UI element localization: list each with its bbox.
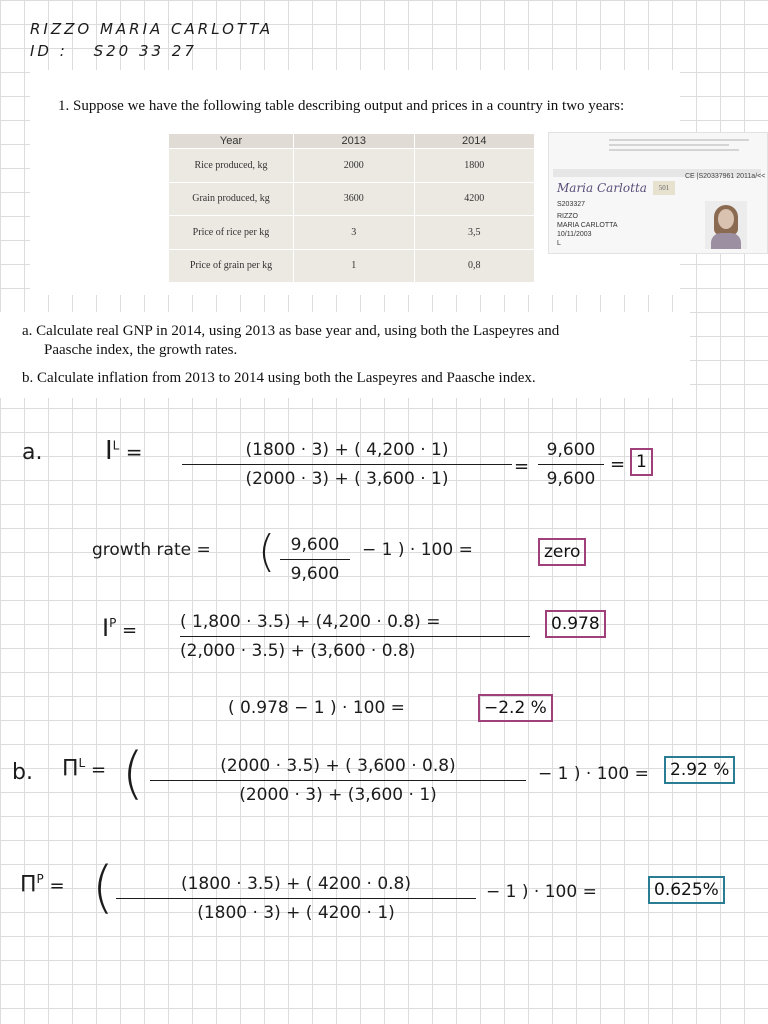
id-value: S20 33 27 bbox=[93, 42, 197, 60]
paasche-fraction bbox=[180, 612, 546, 661]
student-name: RIZZO MARIA CARLOTTA bbox=[30, 20, 274, 38]
table-header: Year bbox=[169, 134, 294, 149]
paasche-result-box: 0.978 bbox=[545, 610, 606, 638]
card-date: 10/11/2003 bbox=[557, 231, 592, 238]
inflation-paasche-box: 0.625% bbox=[648, 876, 725, 904]
table-header: 2013 bbox=[294, 134, 415, 149]
part-b-text: b. Calculate inflation from 2013 to 2014 using both the Laspeyres and Paasche index. bbox=[22, 370, 536, 386]
inflation-paasche-label: $\Pi^P$ = bbox=[20, 872, 65, 898]
laspeyres-sup: L bbox=[112, 438, 120, 453]
laspeyres-result-box: 1 bbox=[630, 448, 653, 476]
open-paren: ( bbox=[258, 526, 276, 577]
marker-a: a. bbox=[22, 440, 43, 465]
paasche-label: $I^P$ = bbox=[102, 614, 138, 642]
data-table bbox=[168, 133, 535, 283]
inflation-laspeyres-box: 2.92 % bbox=[664, 756, 735, 784]
growth-numerator: 9,600 bbox=[290, 535, 340, 555]
card-surname: RIZZO bbox=[557, 213, 578, 220]
table-row bbox=[169, 182, 535, 216]
table-cell: 3 bbox=[294, 216, 415, 250]
table-cell: Rice produced, kg bbox=[169, 149, 294, 183]
table-row bbox=[169, 216, 535, 250]
growth-rate-label: growth rate = bbox=[92, 540, 211, 560]
inflation-laspeyres-fraction bbox=[150, 756, 526, 805]
card-text-line bbox=[609, 139, 749, 141]
marker-b: b. bbox=[12, 760, 33, 785]
paasche-numerator: ( 1,800 · 3.5) + (4,200 · 0.8) = bbox=[180, 612, 441, 632]
table-row bbox=[169, 149, 535, 183]
table-cell: Price of grain per kg bbox=[169, 249, 294, 283]
table-cell: Grain produced, kg bbox=[169, 182, 294, 216]
table-cell: 1800 bbox=[414, 149, 535, 183]
card-sig-code: 501 bbox=[653, 181, 675, 195]
laspeyres-label: $I^L$ = bbox=[105, 436, 143, 466]
question-title: 1. Suppose we have the following table describing output and prices in a country in two years: bbox=[58, 98, 625, 114]
pi-p-denominator: (1800 · 3) + ( 4200 · 1) bbox=[197, 903, 395, 923]
card-sex: L bbox=[557, 240, 561, 247]
inflation-laspeyres-label: $\Pi^L$ = bbox=[62, 756, 107, 782]
table-cell: Price of rice per kg bbox=[169, 216, 294, 250]
table-cell: 2000 bbox=[294, 149, 415, 183]
table-cell: 4200 bbox=[414, 182, 535, 216]
photo-body bbox=[711, 233, 741, 249]
pi-l-symbol: Π bbox=[62, 756, 79, 782]
laspeyres-symbol: I bbox=[105, 436, 113, 466]
fraction-line bbox=[538, 464, 604, 465]
fraction-line bbox=[116, 898, 476, 899]
table-header-row bbox=[169, 134, 535, 149]
laspeyres-ratio bbox=[538, 440, 604, 489]
table-cell: 3600 bbox=[294, 182, 415, 216]
inflation-paasche-fraction bbox=[116, 874, 476, 923]
card-given-name: MARIA CARLOTTA bbox=[557, 222, 618, 229]
table-cell: 1 bbox=[294, 249, 415, 283]
table-row bbox=[169, 249, 535, 283]
card-photo bbox=[705, 201, 747, 249]
fraction-line bbox=[150, 780, 526, 781]
fraction-line bbox=[280, 559, 350, 560]
student-id bbox=[30, 42, 197, 60]
pi-l-tail: − 1 ) · 100 = bbox=[538, 764, 649, 784]
part-a-text: a. Calculate real GNP in 2014, using 2013 as base year and, using both the Laspeyres and bbox=[22, 323, 560, 339]
growth-fraction bbox=[280, 535, 350, 584]
card-number: S203327 bbox=[557, 201, 586, 208]
growth-result-box: zero bbox=[538, 538, 586, 566]
pi-l-numerator: (2000 · 3.5) + ( 3,600 · 0.8) bbox=[220, 756, 456, 776]
fraction-line bbox=[180, 636, 530, 637]
card-text-line bbox=[609, 149, 739, 151]
pi-p-tail: − 1 ) · 100 = bbox=[486, 882, 597, 902]
table-header: 2014 bbox=[414, 134, 535, 149]
pi-l-denominator: (2000 · 3) + (3,600 · 1) bbox=[239, 785, 437, 805]
open-paren: ( bbox=[92, 855, 114, 920]
laspeyres-numerator: (1800 · 3) + ( 4,200 · 1) bbox=[245, 440, 449, 460]
table-cell: 3,5 bbox=[414, 216, 535, 250]
part-a-text-cont: Paasche index, the growth rates. bbox=[44, 342, 238, 358]
paasche-symbol: I bbox=[102, 614, 110, 642]
equals-sign: = bbox=[514, 456, 530, 477]
growth-tail: − 1 ) · 100 = bbox=[362, 540, 473, 560]
paasche-sup: P bbox=[109, 616, 117, 630]
ratio-numerator: 9,600 bbox=[546, 440, 596, 460]
card-signature: Maria Carlotta bbox=[557, 181, 647, 195]
open-paren: ( bbox=[122, 741, 144, 806]
pi-p-symbol: Π bbox=[20, 872, 37, 898]
card-text-line bbox=[609, 144, 729, 146]
pi-p-numerator: (1800 · 3.5) + ( 4200 · 0.8) bbox=[180, 874, 411, 894]
pi-p-sup: P bbox=[36, 872, 44, 886]
photo-face bbox=[718, 209, 734, 229]
ratio-denominator: 9,600 bbox=[546, 469, 596, 489]
paasche-denominator: (2,000 · 3.5) + (3,600 · 0.8) bbox=[180, 641, 416, 661]
fraction-line bbox=[182, 464, 512, 465]
laspeyres-denominator: (2000 · 3) + ( 3,600 · 1) bbox=[245, 469, 449, 489]
growth-denominator: 9,600 bbox=[290, 564, 340, 584]
id-label: ID : bbox=[30, 42, 68, 60]
table-cell: 0,8 bbox=[414, 249, 535, 283]
card-ce-code: CE |S20337961 2011a/<< bbox=[685, 173, 766, 180]
laspeyres-fraction bbox=[182, 440, 512, 489]
equals-sign: = bbox=[610, 454, 626, 475]
pi-l-sup: L bbox=[78, 756, 86, 770]
paasche-growth: ( 0.978 − 1 ) · 100 = bbox=[228, 698, 405, 718]
paasche-growth-box: −2.2 % bbox=[478, 694, 553, 722]
id-card-image bbox=[548, 132, 768, 254]
